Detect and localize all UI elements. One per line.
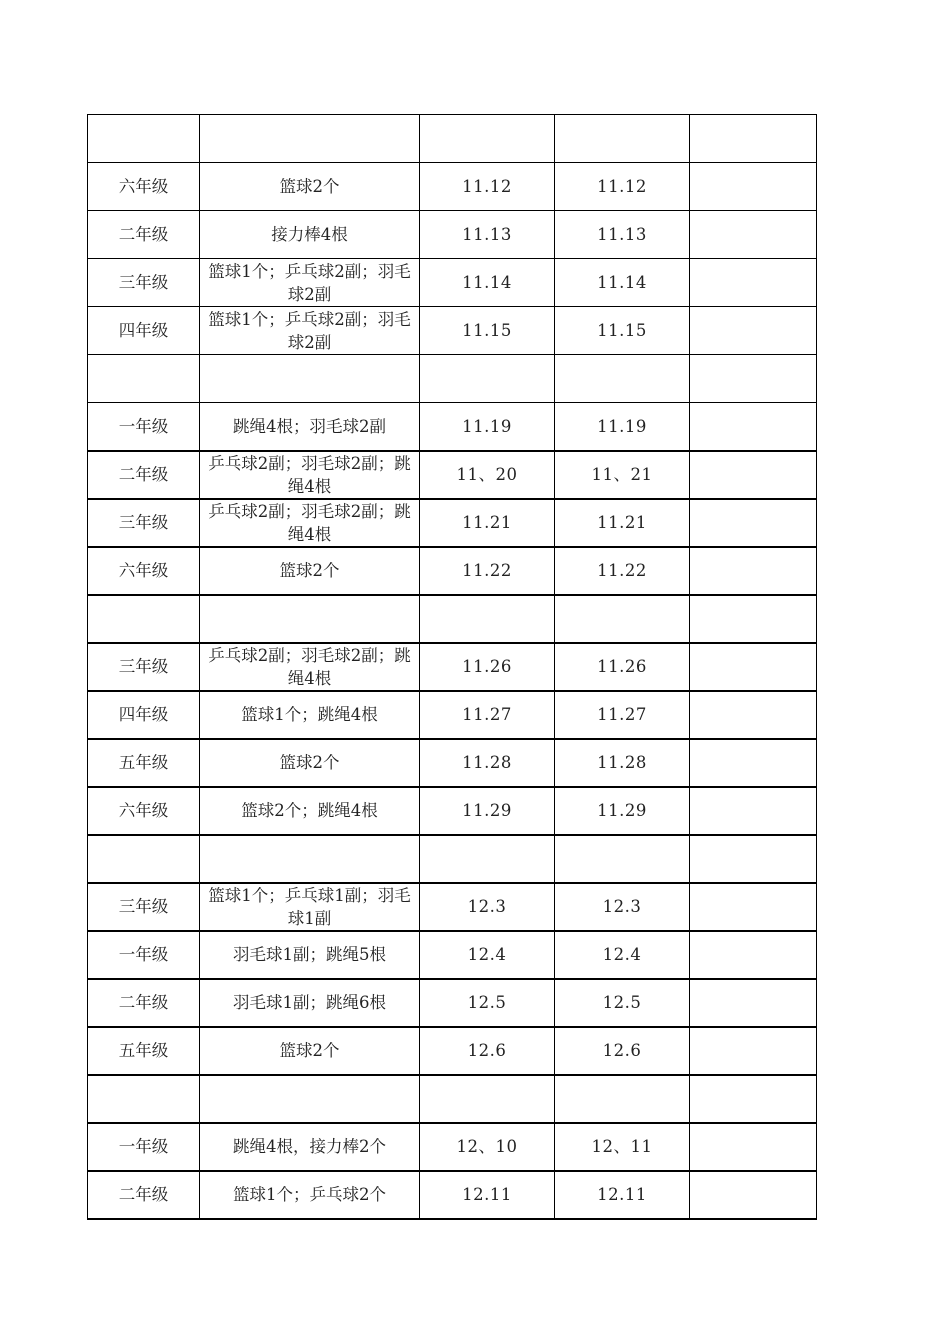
table-row — [88, 931, 817, 979]
date-return-cell — [555, 835, 690, 883]
items-cell — [200, 355, 420, 403]
grade-cell: 二年级 — [88, 1171, 200, 1219]
items-cell: 篮球1个；乒乓球2副；羽毛球2副 — [200, 307, 420, 355]
grade-cell: 六年级 — [88, 547, 200, 595]
date-return-cell: 11.22 — [555, 547, 690, 595]
date-return-cell: 11.13 — [555, 211, 690, 259]
date-return-cell: 11、21 — [555, 451, 690, 499]
note-cell — [690, 499, 817, 547]
grade-cell — [88, 595, 200, 643]
grade-cell: 六年级 — [88, 163, 200, 211]
table-row — [88, 595, 817, 643]
note-cell — [690, 691, 817, 739]
note-cell — [690, 643, 817, 691]
items-cell: 羽毛球1副；跳绳6根 — [200, 979, 420, 1027]
date-borrow-cell: 12.3 — [420, 883, 555, 931]
table-row — [88, 691, 817, 739]
grade-cell: 四年级 — [88, 691, 200, 739]
note-cell — [690, 1123, 817, 1171]
grade-cell: 三年级 — [88, 643, 200, 691]
date-return-cell: 11.28 — [555, 739, 690, 787]
table-body — [88, 115, 817, 1219]
items-cell: 篮球1个；乒乓球2副；羽毛球2副 — [200, 259, 420, 307]
date-return-cell: 11.12 — [555, 163, 690, 211]
items-cell: 篮球1个；乒乓球1副；羽毛球1副 — [200, 883, 420, 931]
grade-cell: 三年级 — [88, 883, 200, 931]
items-cell: 篮球2个 — [200, 739, 420, 787]
table-row — [88, 787, 817, 835]
date-borrow-cell: 12.4 — [420, 931, 555, 979]
date-return-cell: 11.29 — [555, 787, 690, 835]
date-borrow-cell: 11.26 — [420, 643, 555, 691]
items-cell: 乒乓球2副；羽毛球2副；跳绳4根 — [200, 451, 420, 499]
items-cell: 接力棒4根 — [200, 211, 420, 259]
date-borrow-cell: 11.14 — [420, 259, 555, 307]
table-row — [88, 643, 817, 691]
items-cell: 篮球2个 — [200, 547, 420, 595]
grade-cell: 一年级 — [88, 1123, 200, 1171]
note-cell — [690, 211, 817, 259]
date-return-cell: 11.14 — [555, 259, 690, 307]
note-cell — [690, 1075, 817, 1123]
table-row — [88, 979, 817, 1027]
date-borrow-cell: 11.15 — [420, 307, 555, 355]
grade-cell: 一年级 — [88, 403, 200, 451]
table-row — [88, 1075, 817, 1123]
items-cell: 篮球2个 — [200, 1027, 420, 1075]
date-borrow-cell — [420, 1075, 555, 1123]
grade-cell — [88, 835, 200, 883]
table-row — [88, 1123, 817, 1171]
note-cell — [690, 115, 817, 163]
table-row — [88, 211, 817, 259]
items-cell: 篮球1个；乒乓球2个 — [200, 1171, 420, 1219]
date-return-cell — [555, 595, 690, 643]
date-return-cell: 11.21 — [555, 499, 690, 547]
note-cell — [690, 979, 817, 1027]
note-cell — [690, 403, 817, 451]
items-cell — [200, 1075, 420, 1123]
items-cell: 乒乓球2副；羽毛球2副；跳绳4根 — [200, 643, 420, 691]
grade-cell — [88, 115, 200, 163]
grade-cell: 一年级 — [88, 931, 200, 979]
grade-cell: 二年级 — [88, 979, 200, 1027]
date-borrow-cell — [420, 835, 555, 883]
table-row — [88, 163, 817, 211]
note-cell — [690, 355, 817, 403]
date-return-cell: 12.4 — [555, 931, 690, 979]
items-cell — [200, 115, 420, 163]
note-cell — [690, 595, 817, 643]
date-borrow-cell: 11.28 — [420, 739, 555, 787]
note-cell — [690, 835, 817, 883]
equipment-loan-table — [87, 114, 817, 1220]
date-borrow-cell: 11.29 — [420, 787, 555, 835]
date-borrow-cell: 11.21 — [420, 499, 555, 547]
table-row — [88, 403, 817, 451]
note-cell — [690, 1027, 817, 1075]
grade-cell: 三年级 — [88, 259, 200, 307]
table-row — [88, 115, 817, 163]
date-return-cell — [555, 355, 690, 403]
date-borrow-cell — [420, 595, 555, 643]
date-return-cell: 12.5 — [555, 979, 690, 1027]
grade-cell: 六年级 — [88, 787, 200, 835]
date-borrow-cell: 11.13 — [420, 211, 555, 259]
date-borrow-cell: 12.6 — [420, 1027, 555, 1075]
note-cell — [690, 259, 817, 307]
items-cell: 跳绳4根；羽毛球2副 — [200, 403, 420, 451]
date-borrow-cell: 12、10 — [420, 1123, 555, 1171]
note-cell — [690, 451, 817, 499]
note-cell — [690, 547, 817, 595]
note-cell — [690, 163, 817, 211]
note-cell — [690, 931, 817, 979]
table-row — [88, 1171, 817, 1219]
date-return-cell: 11.27 — [555, 691, 690, 739]
table-row — [88, 259, 817, 307]
grade-cell: 二年级 — [88, 211, 200, 259]
date-borrow-cell — [420, 115, 555, 163]
grade-cell: 三年级 — [88, 499, 200, 547]
note-cell — [690, 787, 817, 835]
date-return-cell — [555, 115, 690, 163]
table-row — [88, 355, 817, 403]
date-return-cell: 12.11 — [555, 1171, 690, 1219]
date-return-cell: 11.19 — [555, 403, 690, 451]
note-cell — [690, 739, 817, 787]
items-cell — [200, 835, 420, 883]
items-cell: 乒乓球2副；羽毛球2副；跳绳4根 — [200, 499, 420, 547]
date-borrow-cell: 12.11 — [420, 1171, 555, 1219]
date-borrow-cell: 11.27 — [420, 691, 555, 739]
items-cell: 篮球2个；跳绳4根 — [200, 787, 420, 835]
date-return-cell: 11.15 — [555, 307, 690, 355]
items-cell: 羽毛球1副；跳绳5根 — [200, 931, 420, 979]
table-row — [88, 883, 817, 931]
date-borrow-cell: 12.5 — [420, 979, 555, 1027]
date-return-cell: 11.26 — [555, 643, 690, 691]
date-borrow-cell: 11.19 — [420, 403, 555, 451]
note-cell — [690, 883, 817, 931]
date-return-cell: 12.3 — [555, 883, 690, 931]
date-borrow-cell — [420, 355, 555, 403]
date-return-cell: 12、11 — [555, 1123, 690, 1171]
table-row — [88, 739, 817, 787]
items-cell: 篮球1个；跳绳4根 — [200, 691, 420, 739]
grade-cell: 五年级 — [88, 1027, 200, 1075]
table-row — [88, 1027, 817, 1075]
date-return-cell — [555, 1075, 690, 1123]
table-row — [88, 547, 817, 595]
items-cell: 篮球2个 — [200, 163, 420, 211]
grade-cell: 二年级 — [88, 451, 200, 499]
grade-cell: 四年级 — [88, 307, 200, 355]
grade-cell: 五年级 — [88, 739, 200, 787]
items-cell — [200, 595, 420, 643]
table-row — [88, 835, 817, 883]
date-borrow-cell: 11.22 — [420, 547, 555, 595]
table-row — [88, 499, 817, 547]
date-borrow-cell: 11、20 — [420, 451, 555, 499]
note-cell — [690, 1171, 817, 1219]
grade-cell — [88, 1075, 200, 1123]
table-row — [88, 307, 817, 355]
date-return-cell: 12.6 — [555, 1027, 690, 1075]
items-cell: 跳绳4根，接力棒2个 — [200, 1123, 420, 1171]
grade-cell — [88, 355, 200, 403]
date-borrow-cell: 11.12 — [420, 163, 555, 211]
note-cell — [690, 307, 817, 355]
table-row — [88, 451, 817, 499]
